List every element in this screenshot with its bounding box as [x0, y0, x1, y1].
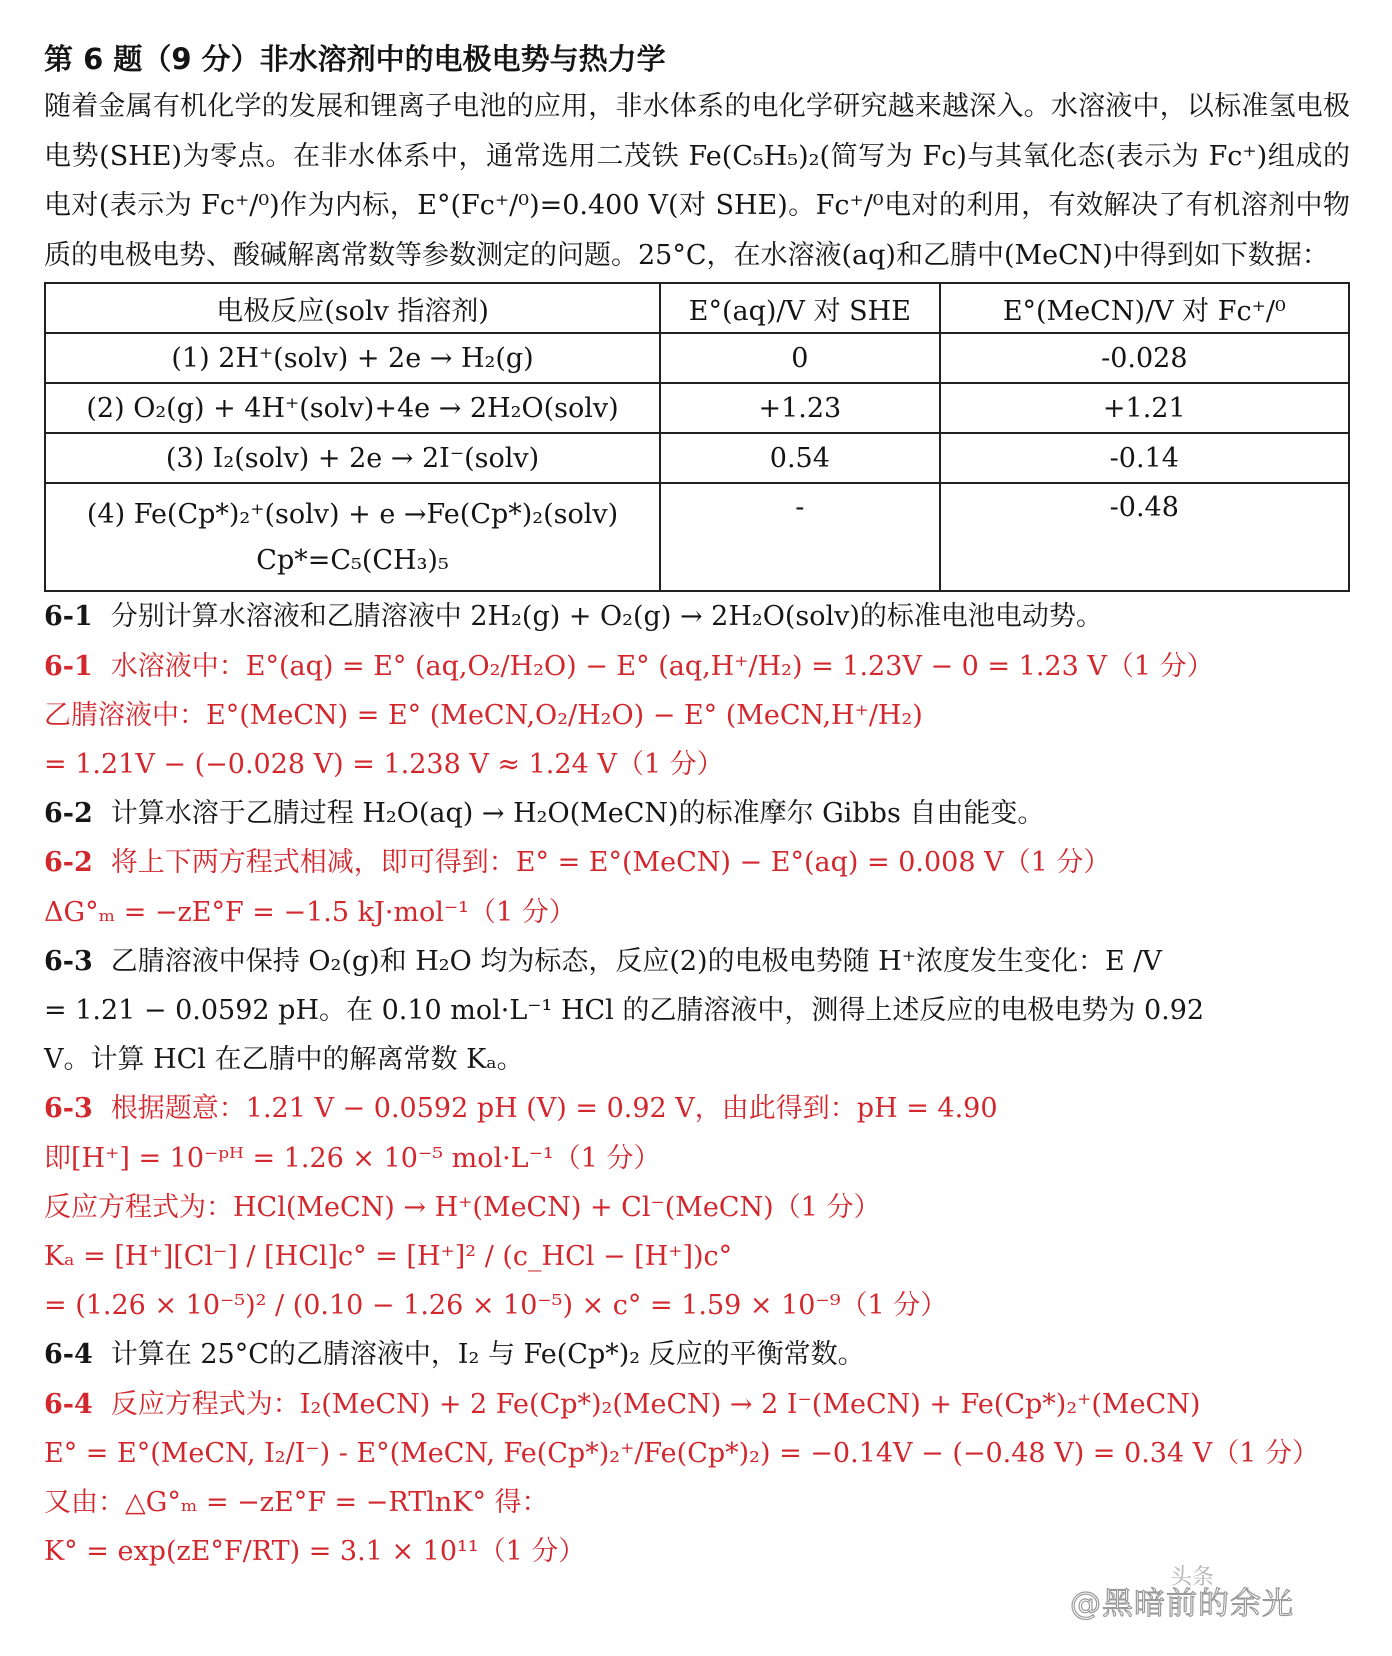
line-text: V。计算 HCl 在乙腈中的解离常数 Kₐ。: [44, 1044, 524, 1076]
answer-line: [44, 1527, 1350, 1576]
question-number: 6-4: [44, 1388, 93, 1420]
answer-line: [44, 1281, 1350, 1330]
line-text: 又由：△G°ₘ = −zE°F = −RTlnK° 得：: [44, 1487, 549, 1519]
line-text: 将上下两方程式相减，即可得到：E° = E°(MeCN) − E°(aq) = 0.008 V（1 分）: [110, 847, 1111, 879]
line-text: E° = E°(MeCN, I₂/I⁻) - E°(MeCN, Fe(Cp*)₂⁺/Fe(Cp*)₂) = −0.14V − (−0.48 V) = 0.34 V（1 分）: [44, 1437, 1319, 1469]
question-line: [44, 1035, 1350, 1084]
table-row: [45, 483, 1349, 591]
question-number: 6-2: [44, 798, 93, 830]
table-cell-aq: 0.54: [660, 433, 940, 483]
question-number: 6-4: [44, 1339, 93, 1371]
line-text: K° = exp(zE°F/RT) = 3.1 × 10¹¹（1 分）: [44, 1536, 586, 1568]
potential-table: [44, 282, 1350, 592]
table-row: [45, 383, 1349, 433]
table-row: [45, 433, 1349, 483]
line-text: 乙腈溶液中保持 O₂(g)和 H₂O 均为标态，反应(2)的电极电势随 H⁺浓度发生变化：E /V: [110, 945, 1162, 977]
answer-line: [44, 642, 1350, 691]
problem-title: 第 6 题（9 分）非水溶剂中的电极电势与热力学: [44, 42, 666, 76]
table-cell-mecn: -0.028: [940, 333, 1349, 383]
line-text: 根据题意：1.21 V − 0.0592 pH (V) = 0.92 V，由此得到：pH = 4.90: [110, 1093, 998, 1125]
table-header-mecn: E°(MeCN)/V 对 Fc⁺/⁰: [940, 283, 1349, 333]
table-cell-reaction: (1) 2H⁺(solv) + 2e → H₂(g): [45, 333, 660, 383]
table-cell-mecn: +1.21: [940, 383, 1349, 433]
line-text: 反应方程式为：HCl(MeCN) → H⁺(MeCN) + Cl⁻(MeCN)（1 分）: [44, 1191, 881, 1223]
line-text: 反应方程式为：I₂(MeCN) + 2 Fe(Cp*)₂(MeCN) → 2 I⁻(MeCN) + Fe(Cp*)₂⁺(MeCN): [110, 1388, 1201, 1420]
line-text: Kₐ = [H⁺][Cl⁻] / [HCl]c° = [H⁺]² / (c_HCl − [H⁺])c°: [44, 1241, 733, 1273]
question-line: [44, 986, 1350, 1035]
answer-line: [44, 1084, 1350, 1133]
table-header-row: [45, 283, 1349, 333]
answer-line: [44, 691, 1350, 740]
question-number: 6-1: [44, 601, 93, 633]
question-number: 6-3: [44, 1093, 93, 1125]
line-text: = 1.21V − (−0.028 V) = 1.238 V ≈ 1.24 V（1 分）: [44, 748, 724, 780]
table-cell-aq: 0: [660, 333, 940, 383]
table-cell-reaction: (3) I₂(solv) + 2e → 2I⁻(solv): [45, 433, 660, 483]
question-line: [44, 937, 1350, 986]
answer-line: [44, 888, 1350, 937]
question-line: [44, 1330, 1350, 1379]
watermark-source: 头条: [1170, 1565, 1215, 1590]
line-text: ΔG°ₘ = −zE°F = −1.5 kJ·mol⁻¹（1 分）: [44, 896, 576, 928]
table-row: [45, 333, 1349, 383]
question-number: 6-3: [44, 945, 93, 977]
question-number: 6-1: [44, 650, 93, 682]
line-text: 乙腈溶液中：E°(MeCN) = E° (MeCN,O₂/H₂O) − E° (MeCN,H⁺/H₂): [44, 699, 923, 731]
question-line: [44, 789, 1350, 838]
table-cell-reaction: (2) O₂(g) + 4H⁺(solv)+4e → 2H₂O(solv): [45, 383, 660, 433]
line-text: 即[H⁺] = 10⁻ᵖᴴ = 1.26 × 10⁻⁵ mol·L⁻¹（1 分）: [44, 1142, 661, 1174]
answer-line: [44, 838, 1350, 887]
answer-line: [44, 1183, 1350, 1232]
table-cell-mecn: -0.48: [940, 483, 1349, 591]
question-line: [44, 592, 1350, 641]
table-header-reaction: 电极反应(solv 指溶剂): [45, 283, 660, 333]
answer-line: [44, 1380, 1350, 1429]
table-cell-reaction: [45, 483, 660, 591]
table-header-aq: E°(aq)/V 对 SHE: [660, 283, 940, 333]
answer-line: [44, 1478, 1350, 1527]
answer-line: [44, 1134, 1350, 1183]
reaction-text: (4) Fe(Cp*)₂⁺(solv) + e →Fe(Cp*)₂(solv): [86, 499, 619, 531]
answer-line: [44, 740, 1350, 789]
line-text: 分别计算水溶液和乙腈溶液中 2H₂(g) + O₂(g) → 2H₂O(solv)的标准电池电动势。: [110, 601, 1103, 633]
reaction-note: Cp*=C₅(CH₃)₅: [256, 545, 449, 577]
watermark: @黑暗前的余光: [1070, 1586, 1294, 1622]
table-cell-aq: +1.23: [660, 383, 940, 433]
line-text: = 1.21 − 0.0592 pH。在 0.10 mol·L⁻¹ HCl 的乙腈溶液中，测得上述反应的电极电势为 0.92: [44, 995, 1205, 1026]
answer-line: [44, 1429, 1350, 1478]
table-cell-aq: -: [660, 483, 940, 591]
answer-line: [44, 1232, 1350, 1281]
question-number: 6-2: [44, 847, 93, 879]
line-text: 水溶液中：E°(aq) = E° (aq,O₂/H₂O) − E° (aq,H⁺/H₂) = 1.23V − 0 = 1.23 V（1 分）: [110, 650, 1214, 682]
line-text: 计算在 25°C的乙腈溶液中，I₂ 与 Fe(Cp*)₂ 反应的平衡常数。: [110, 1339, 865, 1371]
question-answer-section: [44, 592, 1350, 1576]
problem-intro: 随着金属有机化学的发展和锂离子电池的应用，非水体系的电化学研究越来越深入。水溶液中，以标准氢电极电势(SHE)为零点。在非水体系中，通常选用二茂铁 Fe(C₅H₅)₂(简写为 Fc)与其氧化态(表示为 Fc⁺)组成的电对(表示为 Fc⁺/⁰)作为内标，E°(Fc⁺/⁰)=0.400 V(对 SHE)。Fc⁺/⁰电对的利用，有效解决了有机溶剂中物质的电极电势、酸碱解离常数等参数测定的问题。25°C，在水溶液(aq)和乙腈中(MeCN)中得到如下数据：: [44, 91, 1350, 271]
line-text: 计算水溶于乙腈过程 H₂O(aq) → H₂O(MeCN)的标准摩尔 Gibbs 自由能变。: [110, 798, 1045, 830]
line-text: = (1.26 × 10⁻⁵)² / (0.10 − 1.26 × 10⁻⁵) × c° = 1.59 × 10⁻⁹（1 分）: [44, 1290, 948, 1322]
table-cell-mecn: -0.14: [940, 433, 1349, 483]
document-page: [44, 36, 1350, 1576]
